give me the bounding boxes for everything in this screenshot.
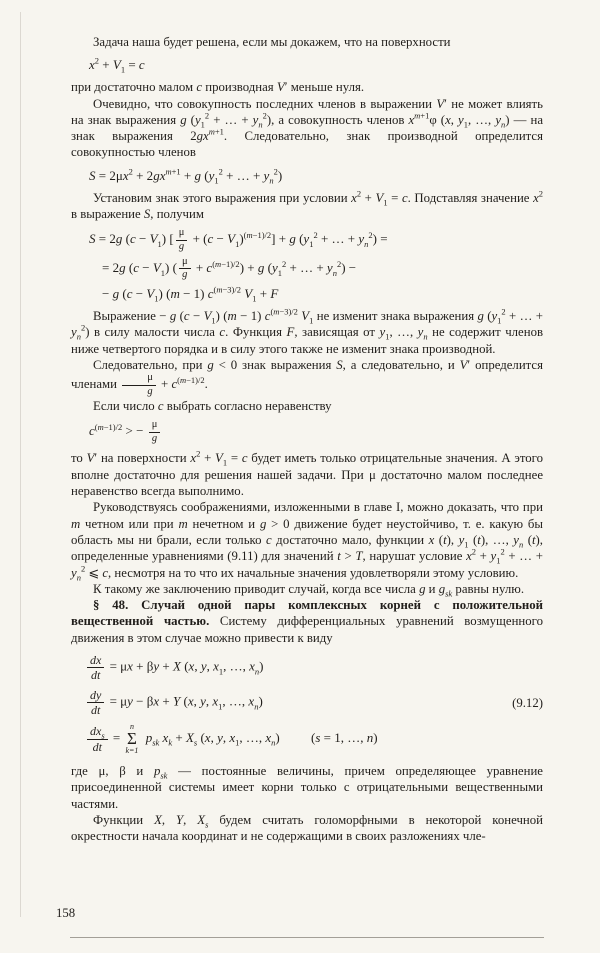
paragraph: где μ, β и $p_{sk}$ — постоянные величины, причем определяющее уравнение присоединенной системы имеет корни только с отрицательными вещественными частями. xyxy=(71,764,543,811)
section-heading-paragraph: § 48. Случай одной пары комплексных корней с положительной вещественной частью. Систему дифференциальных уравнений возмущенного движения в этом случае можно привести к виду xyxy=(71,598,543,645)
formula-line: − g $(c - V_1)$ (m − 1) $c^{(m-3)/2}$ $V_1 + F$ xyxy=(102,284,279,304)
page-content xyxy=(71,34,543,845)
paragraph: Функции X, Y, $X_s$ будем считать голоморфными в некоторой конечной окрестности начала координат и не содержащими в своих разложениях чле- xyxy=(71,813,543,844)
paragraph: К такому же заключению приводит случай, когда все числа g и $g_{sk}$ равны нулю. xyxy=(93,581,525,599)
display-formula: $S = 2\mu x^2 + 2gx^{m+1} + g$ ($y_1^2$ + … + $y_n^2$) xyxy=(89,166,283,186)
scan-artifact-left-line xyxy=(20,12,21,917)
scan-artifact-bottom-line xyxy=(70,937,544,938)
paragraph: Руководствуясь соображениями, изложенными в главе I, можно доказать, что при m четном или при m нечетном и g > 0 движение будет неустойчиво, т. е. какую бы область мы ни брали, если только c достаточно мало, функции x (t), $y_1$ (t), …, $y_n$ (t), определенные уравнениями (9.11) для значений t > T, нарушат условие $x^2 + y_1^2$ + … + $y_n^2$ ⩽ c, несмотря на то что их начальные значения удовлетворяли этому условию. xyxy=(71,500,544,583)
formula-line: S = 2g $(c - V_1)$ [ $\frac{\mu}{g}$ + $(c - V_1)^{(m-1)/2}] + g$ ($y_1^2$ + … + $y_n^2$) = xyxy=(89,227,388,253)
page-number: 158 xyxy=(56,906,76,920)
equation-number: (9.12) xyxy=(512,696,543,711)
paragraph: Выражение − g $(c - V_1)$ (m − 1) $c^{(m-3)/2}$ $V_1$ не изменит знака выражения g ($y_1^2$ + … + $y_n^2$) в силу малости числа c. Функция F, зависящая от $y_1$, …, $y_n$ не содержит членов ниже четвертого порядка и в силу этого также не изменит знака производной. xyxy=(71,306,544,356)
paragraph: Установим знак этого выражения при условии $x^2 + V_1 = c$. Подставляя значение $x^2$ в выражение S, получим xyxy=(71,188,544,222)
paragraph: Задача наша будет решена, если мы докажем, что на поверхности xyxy=(93,35,451,49)
equation-system-9-12 xyxy=(85,654,543,755)
formula-line: = 2g $(c - V_1)$ ( $\frac{\mu}{g}$ + $c^{(m-1)/2}) + g$ ($y_1^2$ + … + $y_n^2$) − xyxy=(102,255,357,281)
paragraph: Если число c выбрать согласно неравенству xyxy=(93,398,332,413)
formula-line xyxy=(85,723,543,755)
formula-line: $\frac{dy}{dt}$ = μy − βx + Y (x, y, $x_1$, …, $x_n$) xyxy=(85,689,543,716)
formula-line: $\frac{dx}{dt}$ = μx + βy + X (x, y, $x_1$, …, $x_n$) xyxy=(85,654,543,681)
display-formula-multiline xyxy=(89,228,543,302)
formula-expression: $\frac{dx_s}{dt}$ = n Σ k=1 $p_{sk}$ $x_k + X_s$ (x, y, $x_1$, …, $x_n$) xyxy=(85,730,280,745)
paragraph: Очевидно, что совокупность последних членов в выражении V′ не может влиять на знак выражения g ($y_1^2$ + … + $y_n^2$), а совокупность членов $x^{m+1}\varphi$ (x, $y_1$, …, $y_n$) — на знак выражения $2gx^{m+1}$. Следовательно, знак производной определится совокупностью членов xyxy=(71,96,543,160)
paragraph: при достаточно малом c производная V′ меньше нуля. xyxy=(71,80,365,95)
display-formula: $c^{(m-1)/2}$ > − $\frac{\mu}{g}$ xyxy=(89,420,543,444)
equation-condition: (s = 1, …, n) xyxy=(311,730,378,746)
paragraph: то V′ на поверхности $x^2 + V_1 = c$ будет иметь только отрицательные значения. А этого вполне достаточно для решения нашей задачи. При μ достаточно малом последнее неравенство всегда выполнимо. xyxy=(71,449,543,499)
paragraph: Следовательно, при g < 0 знак выражения S, а следовательно, и V′ определится членами $\frac{\mu}{g}$ + $c^{(m-1)/2}$. xyxy=(71,358,543,398)
display-formula: $x^2 + V_1 = c$ xyxy=(89,55,145,75)
